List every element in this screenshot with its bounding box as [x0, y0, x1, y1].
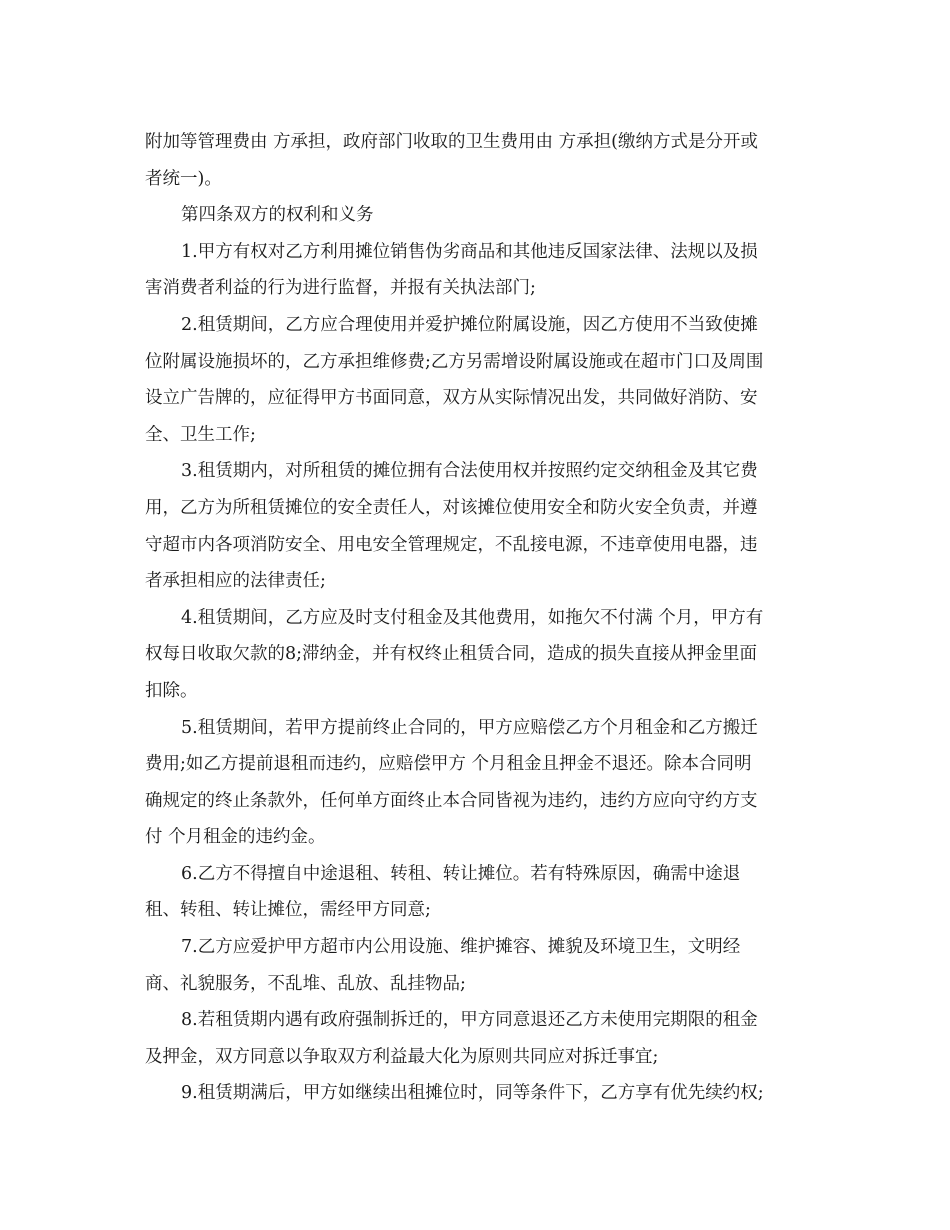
text-line: 7.乙方应爱护甲方超市内公用设施、维护摊容、摊貌及环境卫生，文明经 — [181, 937, 741, 958]
text-line: 第四条双方的权利和义务 — [181, 205, 374, 226]
text-line: 9.租赁期满后，甲方如继续出租摊位时，同等条件下，乙方享有优先续约权; — [181, 1083, 764, 1104]
text-line: 设立广告牌的，应征得甲方书面同意，双方从实际情况出发，共同做好消防、安 — [145, 388, 758, 409]
text-line: 扣除。 — [145, 680, 198, 701]
text-line: 权每日收取欠款的8;滞纳金，并有权终止租赁合同，造成的损失直接从押金里面 — [145, 644, 758, 665]
text-line: 位附属设施损坏的，乙方承担维修费;乙方另需增设附属设施或在超市门口及周围 — [145, 351, 764, 372]
text-line: 付 个月租金的违约金。 — [145, 827, 326, 848]
text-line: 1.甲方有权对乙方利用摊位销售伪劣商品和其他违反国家法律、法规以及损 — [181, 241, 758, 262]
text-line: 租、转租、转让摊位，需经甲方同意; — [145, 900, 431, 921]
text-line: 者统一)。 — [145, 168, 222, 189]
text-line: 用，乙方为所租赁摊位的安全责任人，对该摊位使用安全和防火安全负责，并遵 — [145, 497, 758, 518]
text-line: 4.租赁期间，乙方应及时支付租金及其他费用，如拖欠不付满 个月，甲方有 — [181, 607, 764, 628]
text-line: 害消费者利益的行为进行监督，并报有关执法部门; — [145, 278, 536, 299]
text-line: 者承担相应的法律责任; — [145, 571, 326, 592]
text-line: 确规定的终止条款外，任何单方面终止本合同皆视为违约，违约方应向守约方支 — [145, 790, 758, 811]
text-line: 守超市内各项消防安全、用电安全管理规定，不乱接电源，不违章使用电器，违 — [145, 534, 758, 555]
text-line: 全、卫生工作; — [145, 424, 256, 445]
text-line: 2.租赁期间，乙方应合理使用并爱护摊位附属设施，因乙方使用不当致使摊 — [181, 314, 758, 335]
text-line: 8.若租赁期内遇有政府强制拆迁的，甲方同意退还乙方未使用完期限的租金 — [181, 1010, 758, 1031]
text-line: 3.租赁期内，对所租赁的摊位拥有合法使用权并按照约定交纳租金及其它费 — [181, 461, 758, 482]
text-line: 6.乙方不得擅自中途退租、转租、转让摊位。若有特殊原因，确需中途退 — [181, 863, 741, 884]
text-line: 5.租赁期间，若甲方提前终止合同的，甲方应赔偿乙方个月租金和乙方搬迁 — [181, 717, 758, 738]
text-line: 商、礼貌服务，不乱堆、乱放、乱挂物品; — [145, 973, 466, 994]
text-line: 附加等管理费由 方承担，政府部门收取的卫生费用由 方承担(缴纳方式是分开或 — [145, 132, 758, 152]
text-line: 及押金，双方同意以争取双方利益最大化为原则共同应对拆迁事宜; — [145, 1046, 659, 1067]
text-line: 费用;如乙方提前退租而违约，应赔偿甲方 个月租金且押金不退还。除本合同明 — [145, 754, 752, 775]
contract-text-body — [145, 124, 815, 1112]
